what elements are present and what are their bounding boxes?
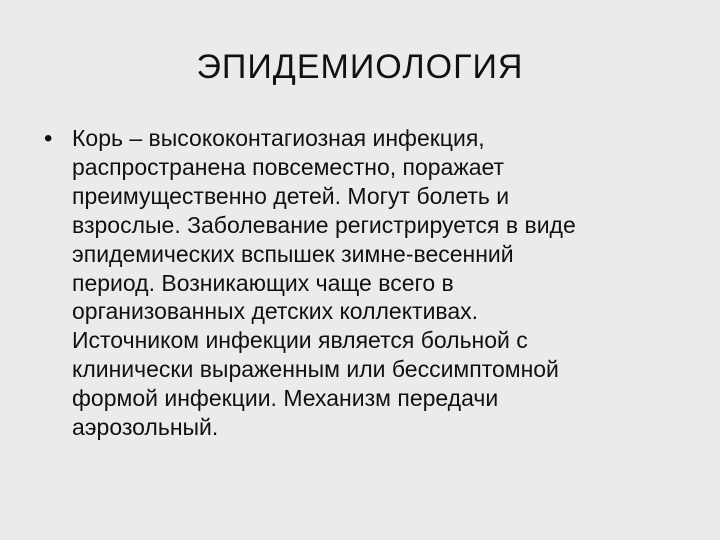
bullet-line: аэрозольный. [72,414,219,441]
bullet-line: формой инфекции. Механизм передачи [72,385,499,412]
bullet-line: организованных детских коллективах. [72,298,479,325]
bullet-line: период. Возникающих чаще всего в [72,269,454,296]
bullet-line: распространена повсеместно, поражает [72,153,505,180]
bullet-line: эпидемических вспышек зимне-весенний [72,240,514,267]
bullet-item [44,124,684,442]
slide-content [44,124,684,442]
bullet-line: клинически выраженным или бессимптомной [72,356,559,383]
slide-title: ЭПИДЕМИОЛОГИЯ [196,48,524,86]
bullet-text [72,124,684,442]
bullet-icon: • [44,125,53,152]
bullet-line: преимущественно детей. Могут болеть и [72,182,510,209]
bullet-line: взрослые. Заболевание регистрируется в виде [72,211,576,238]
bullet-line: Источником инфекции является больной с [72,327,528,354]
bullet-line: Корь – высококонтагиозная инфекция, [72,125,485,151]
